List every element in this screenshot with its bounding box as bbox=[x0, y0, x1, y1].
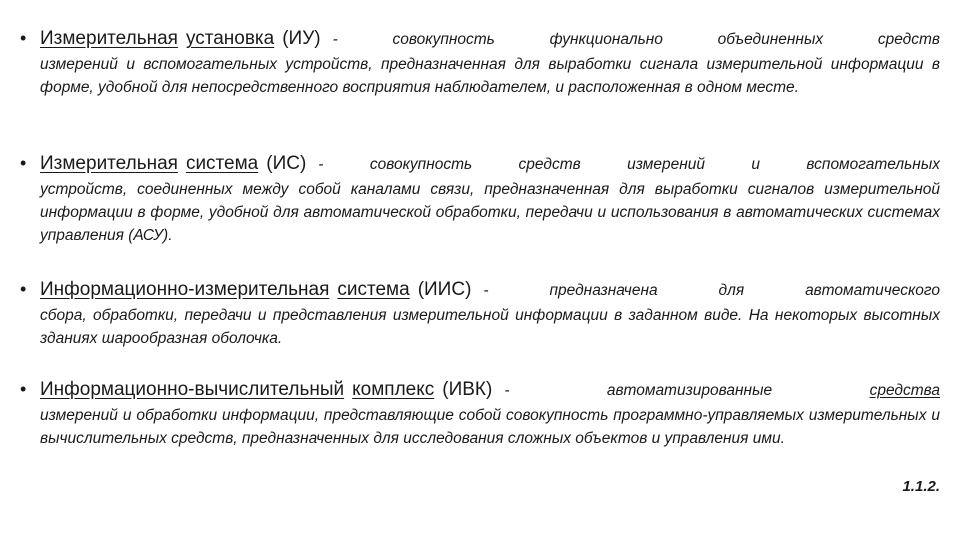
definition-head bbox=[20, 377, 940, 403]
term-word: установка bbox=[185, 28, 275, 49]
definition-item-ivk bbox=[20, 377, 940, 450]
bullet-icon: • bbox=[20, 28, 27, 48]
bullet-icon: • bbox=[20, 379, 27, 399]
term-abbreviation: (ИУ) bbox=[282, 28, 321, 49]
definition-text: измерений и обработки информации, представляющие собой совокупность программно-управляемых измерительных и вычислительных средств, предназначенных для исследования сложных объектов и управления ими. bbox=[40, 407, 940, 447]
definition-head bbox=[20, 151, 940, 177]
bullet-icon: • bbox=[20, 279, 27, 299]
definition-first-line: - совокупность средств измерений и вспомогательных bbox=[318, 156, 940, 173]
definition-item-iis bbox=[20, 277, 940, 350]
term-word: система bbox=[337, 279, 410, 300]
term-word: система bbox=[185, 153, 259, 174]
definition-first-line: - предназначена для автоматического bbox=[483, 282, 940, 299]
definition-first-line bbox=[504, 379, 940, 403]
definition-head bbox=[20, 277, 940, 303]
definition-text: измерений и вспомогательных устройств, предназначенная для выработки сигнала измерительной информации в форме, удобной для непосредственного восприятия наблюдателем, и расположенная в одном месте. bbox=[40, 56, 940, 96]
term-word: Информационно-измерительная bbox=[40, 279, 330, 300]
definition-item-is bbox=[20, 151, 940, 247]
definition-text: сбора, обработки, передачи и представления измерительной информации в заданном виде. На некоторых высотных зданиях шарообразная оболочка. bbox=[40, 307, 940, 347]
term-word: Информационно-вычислительный bbox=[40, 379, 345, 400]
term-word: комплекс bbox=[352, 379, 435, 400]
definition-lead: - автоматизированные bbox=[504, 382, 773, 399]
term-abbreviation: (ИИС) bbox=[417, 279, 472, 300]
definition-item-iu bbox=[20, 26, 940, 99]
slide-number: 1.1.2. bbox=[902, 478, 940, 495]
definition-head bbox=[20, 26, 940, 52]
definition-text: устройств, соединенных между собой каналами связи, предназначенная для выработки сигналов измерительной информации в форме, удобной для автоматической обработки, передачи и использования в автоматических системах управления (АСУ). bbox=[40, 181, 940, 244]
bullet-icon: • bbox=[20, 153, 27, 173]
underlined-word: средства bbox=[869, 382, 940, 399]
definition-first-line: - совокупность функционально объединенных средств bbox=[332, 31, 940, 48]
term-word: Измерительная bbox=[40, 153, 178, 174]
term-abbreviation: (ИВК) bbox=[442, 379, 493, 400]
term-abbreviation: (ИС) bbox=[266, 153, 307, 174]
term-word: Измерительная bbox=[40, 28, 178, 49]
